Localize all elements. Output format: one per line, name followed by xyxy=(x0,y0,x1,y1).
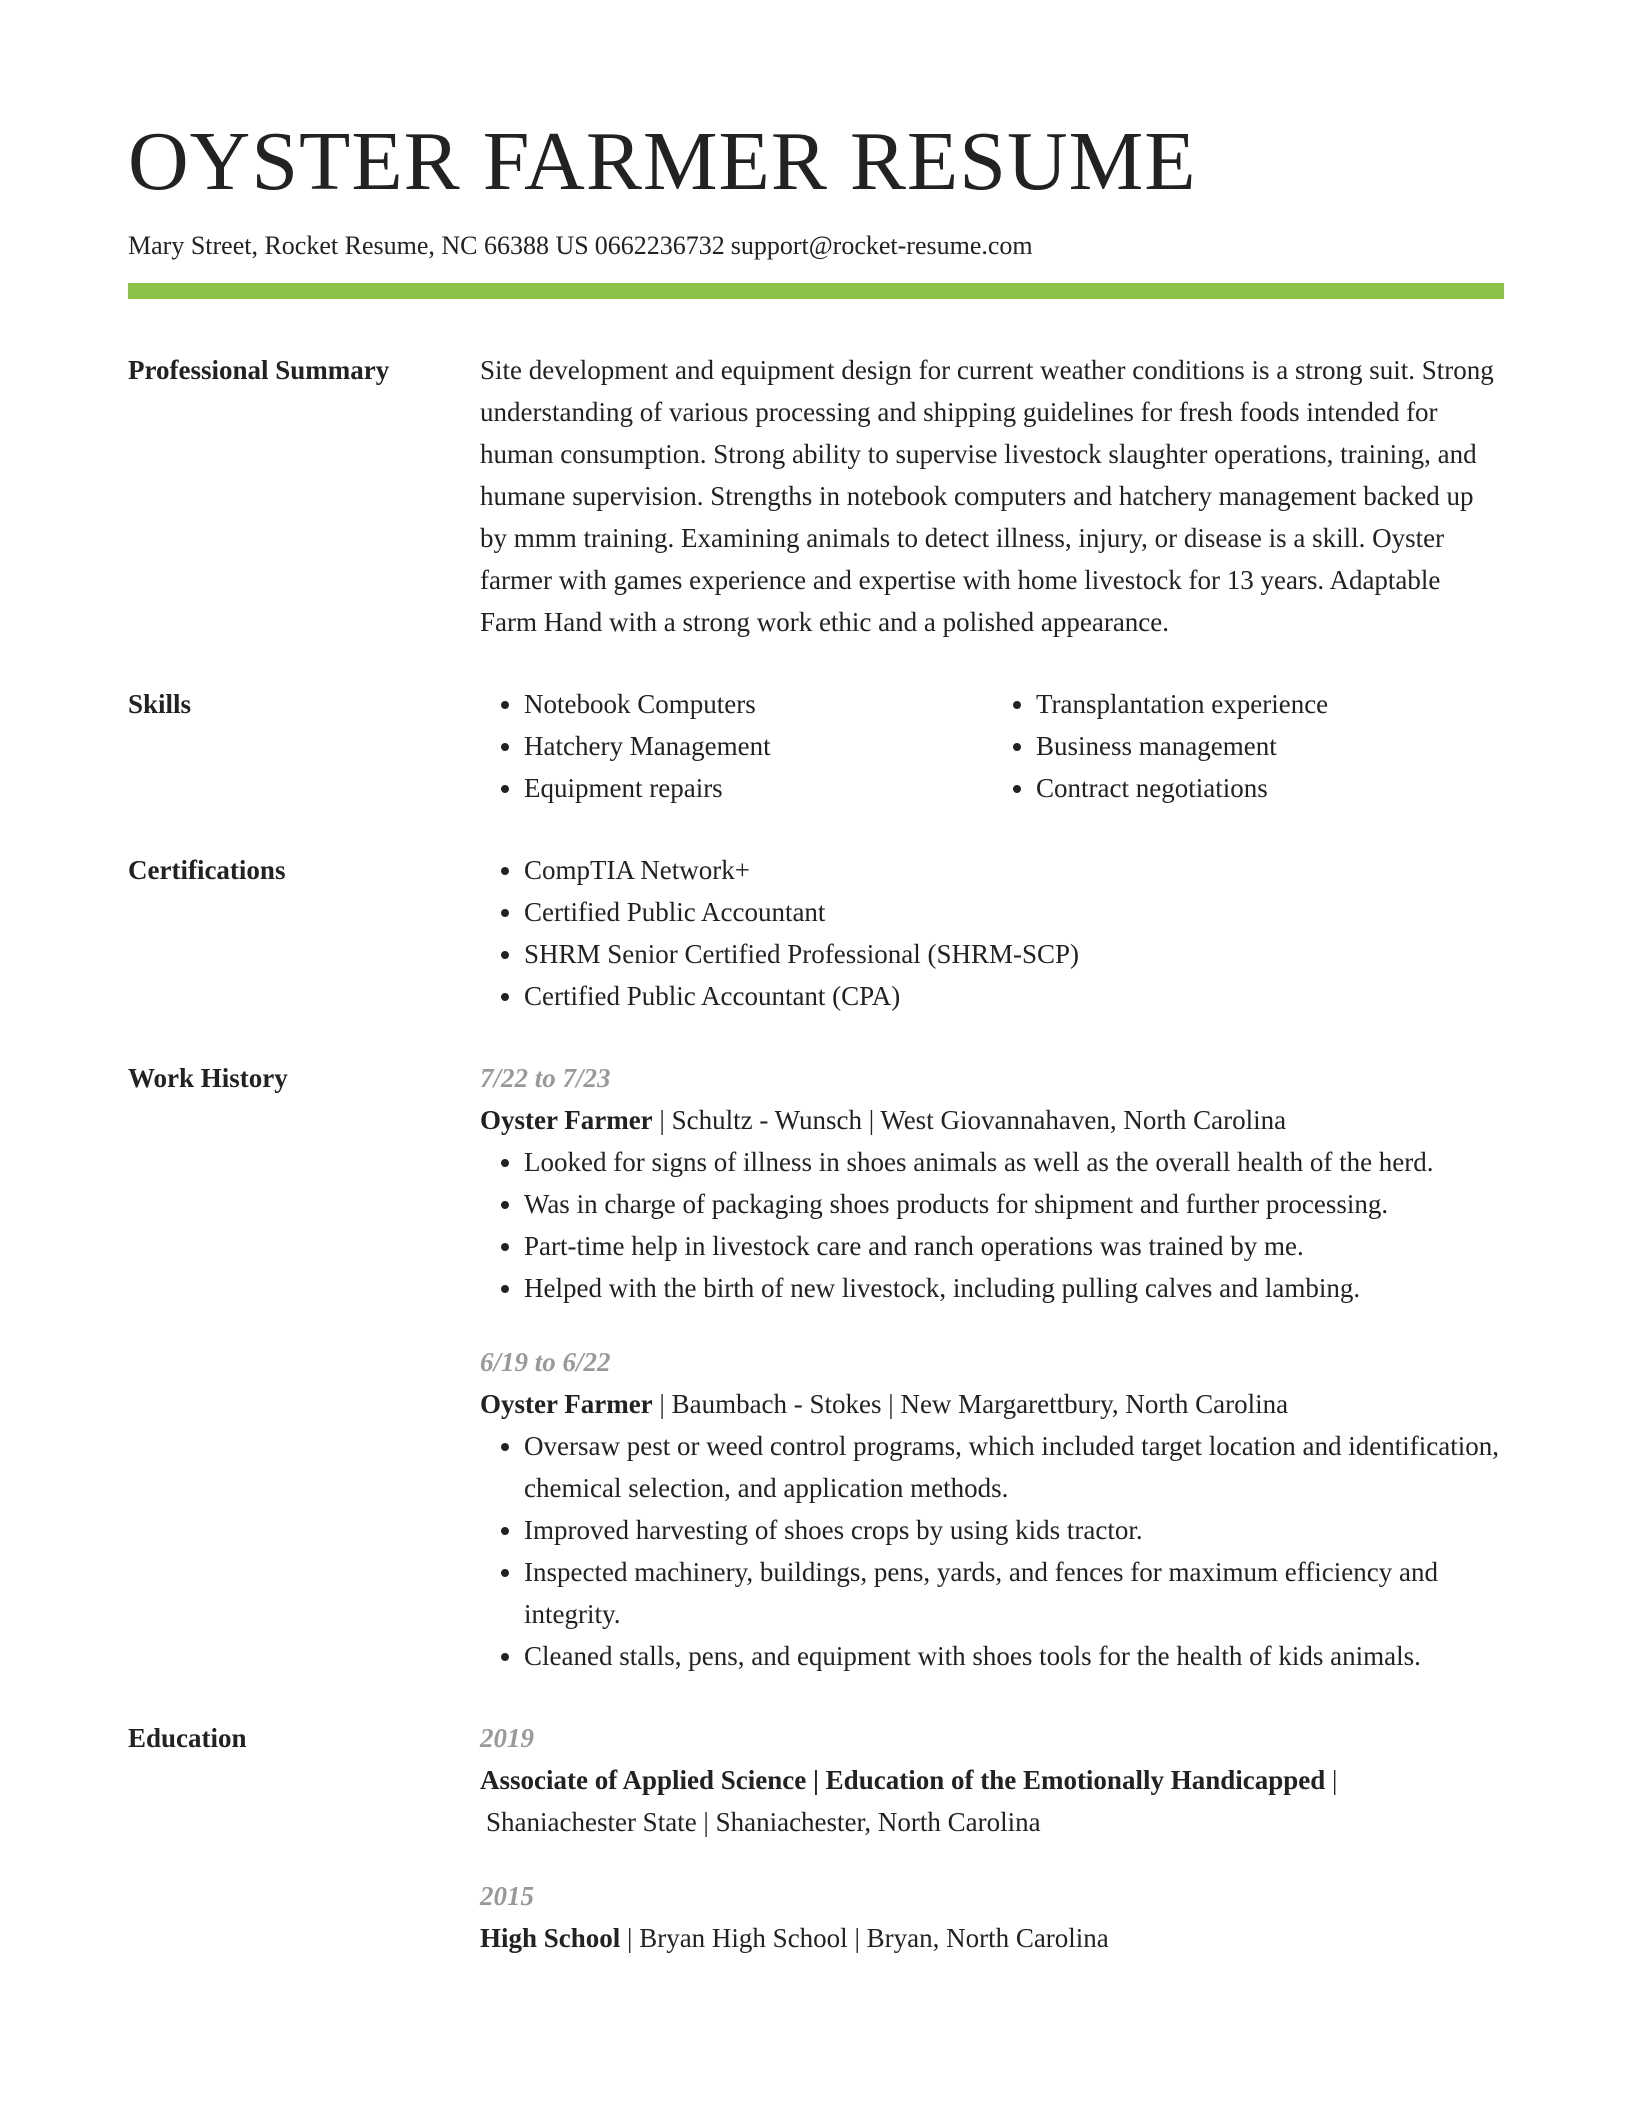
certification-item: • CompTIA Network+ xyxy=(524,849,1504,891)
job-heading xyxy=(480,1383,1504,1425)
work-history-label: Work History xyxy=(128,1063,288,1094)
education-body xyxy=(480,1717,1504,1959)
certifications-body xyxy=(480,849,1504,1017)
job-entry xyxy=(480,1341,1504,1677)
resume-page xyxy=(128,115,1504,1959)
skills-body xyxy=(480,683,1504,809)
job-bullet: • Part-time help in livestock care and ranch operations was trained by me. xyxy=(524,1225,1504,1267)
certifications-section xyxy=(128,849,1504,1017)
job-title: Oyster Farmer xyxy=(480,1389,653,1420)
job-title: Oyster Farmer xyxy=(480,1105,653,1136)
education-year: 2015 xyxy=(480,1881,534,1912)
education-entry xyxy=(480,1875,1504,1959)
skills-section xyxy=(128,683,1504,809)
skill-item: • Hatchery Management xyxy=(524,725,992,767)
education-school: Shaniachester State | Shaniachester, North Carolina xyxy=(486,1807,1041,1838)
summary-section xyxy=(128,349,1504,643)
skills-list-right xyxy=(992,683,1504,809)
job-heading xyxy=(480,1099,1504,1141)
job-bullet: • Oversaw pest or weed control programs, which included target location and identification, chemical selection, and application methods. xyxy=(524,1425,1504,1509)
contact-email: support@rocket-resume.com xyxy=(730,231,1033,260)
job-details: | Schultz - Wunsch | West Giovannahaven, North Carolina xyxy=(652,1105,1287,1136)
skills-list-left xyxy=(480,683,992,809)
education-details: | Bryan High School | Bryan, North Carolina xyxy=(620,1923,1109,1954)
education-degree: High School xyxy=(480,1923,621,1954)
certification-item: • SHRM Senior Certified Professional (SHRM-SCP) xyxy=(524,933,1504,975)
job-bullet: • Improved harvesting of shoes crops by using kids tractor. xyxy=(524,1509,1504,1551)
contact-address: Mary Street, Rocket Resume, NC 66388 US xyxy=(128,231,589,260)
education-degree: Associate of Applied Science | Education of the Emotionally Handicapped xyxy=(480,1765,1326,1796)
summary-body xyxy=(480,349,1504,643)
header-divider xyxy=(128,283,1504,299)
summary-text: Site development and equipment design for current weather conditions is a strong suit. Strong understanding of various processing and shipping guidelines for fresh foods intended for human consumption. Strong ability to supervise livestock slaughter operations, training, and humane supervision. Strengths in notebook computers and hatchery management backed up by mmm training. Examining animals to detect illness, injury, or disease is a skill. Oyster farmer with games experience and expertise with home livestock for 13 years. Adaptable Farm Hand with a strong work ethic and a polished appearance. xyxy=(480,355,1494,638)
skills-label: Skills xyxy=(128,689,192,720)
job-dates: 7/22 to 7/23 xyxy=(480,1063,611,1094)
resume-title: OYSTER FARMER RESUME xyxy=(128,115,1197,208)
education-heading xyxy=(480,1759,1504,1801)
education-details: | xyxy=(1325,1765,1338,1796)
job-bullets xyxy=(480,1141,1504,1309)
skill-item: • Business management xyxy=(1036,725,1504,767)
job-bullet: • Inspected machinery, buildings, pens, yards, and fences for maximum efficiency and integrity. xyxy=(524,1551,1504,1635)
skills-grid xyxy=(480,683,1504,809)
certification-item: • Certified Public Accountant xyxy=(524,891,1504,933)
skill-item: • Notebook Computers xyxy=(524,683,992,725)
education-entry xyxy=(480,1717,1504,1843)
contact-phone: 0662236732 xyxy=(594,231,725,260)
job-bullets xyxy=(480,1425,1504,1677)
job-bullet: • Was in charge of packaging shoes products for shipment and further processing. xyxy=(524,1183,1504,1225)
job-details: | Baumbach - Stokes | New Margarettbury, North Carolina xyxy=(652,1389,1289,1420)
education-heading xyxy=(480,1917,1504,1959)
skill-item: • Transplantation experience xyxy=(1036,683,1504,725)
summary-label: Professional Summary xyxy=(128,355,390,386)
job-dates: 6/19 to 6/22 xyxy=(480,1347,611,1378)
work-history-section xyxy=(128,1057,1504,1677)
education-section xyxy=(128,1717,1504,1959)
skill-item: • Contract negotiations xyxy=(1036,767,1504,809)
work-history-body xyxy=(480,1057,1504,1677)
certification-item: • Certified Public Accountant (CPA) xyxy=(524,975,1504,1017)
job-bullet: • Cleaned stalls, pens, and equipment with shoes tools for the health of kids animals. xyxy=(524,1635,1504,1677)
education-label: Education xyxy=(128,1723,247,1754)
job-bullet: • Helped with the birth of new livestock, including pulling calves and lambing. xyxy=(524,1267,1504,1309)
certifications-list xyxy=(480,849,1504,1017)
contact-line xyxy=(128,230,1504,261)
certifications-label: Certifications xyxy=(128,855,286,886)
job-entry xyxy=(480,1057,1504,1309)
skill-item: • Equipment repairs xyxy=(524,767,992,809)
job-bullet: • Looked for signs of illness in shoes animals as well as the overall health of the herd. xyxy=(524,1141,1504,1183)
education-year: 2019 xyxy=(480,1723,534,1754)
